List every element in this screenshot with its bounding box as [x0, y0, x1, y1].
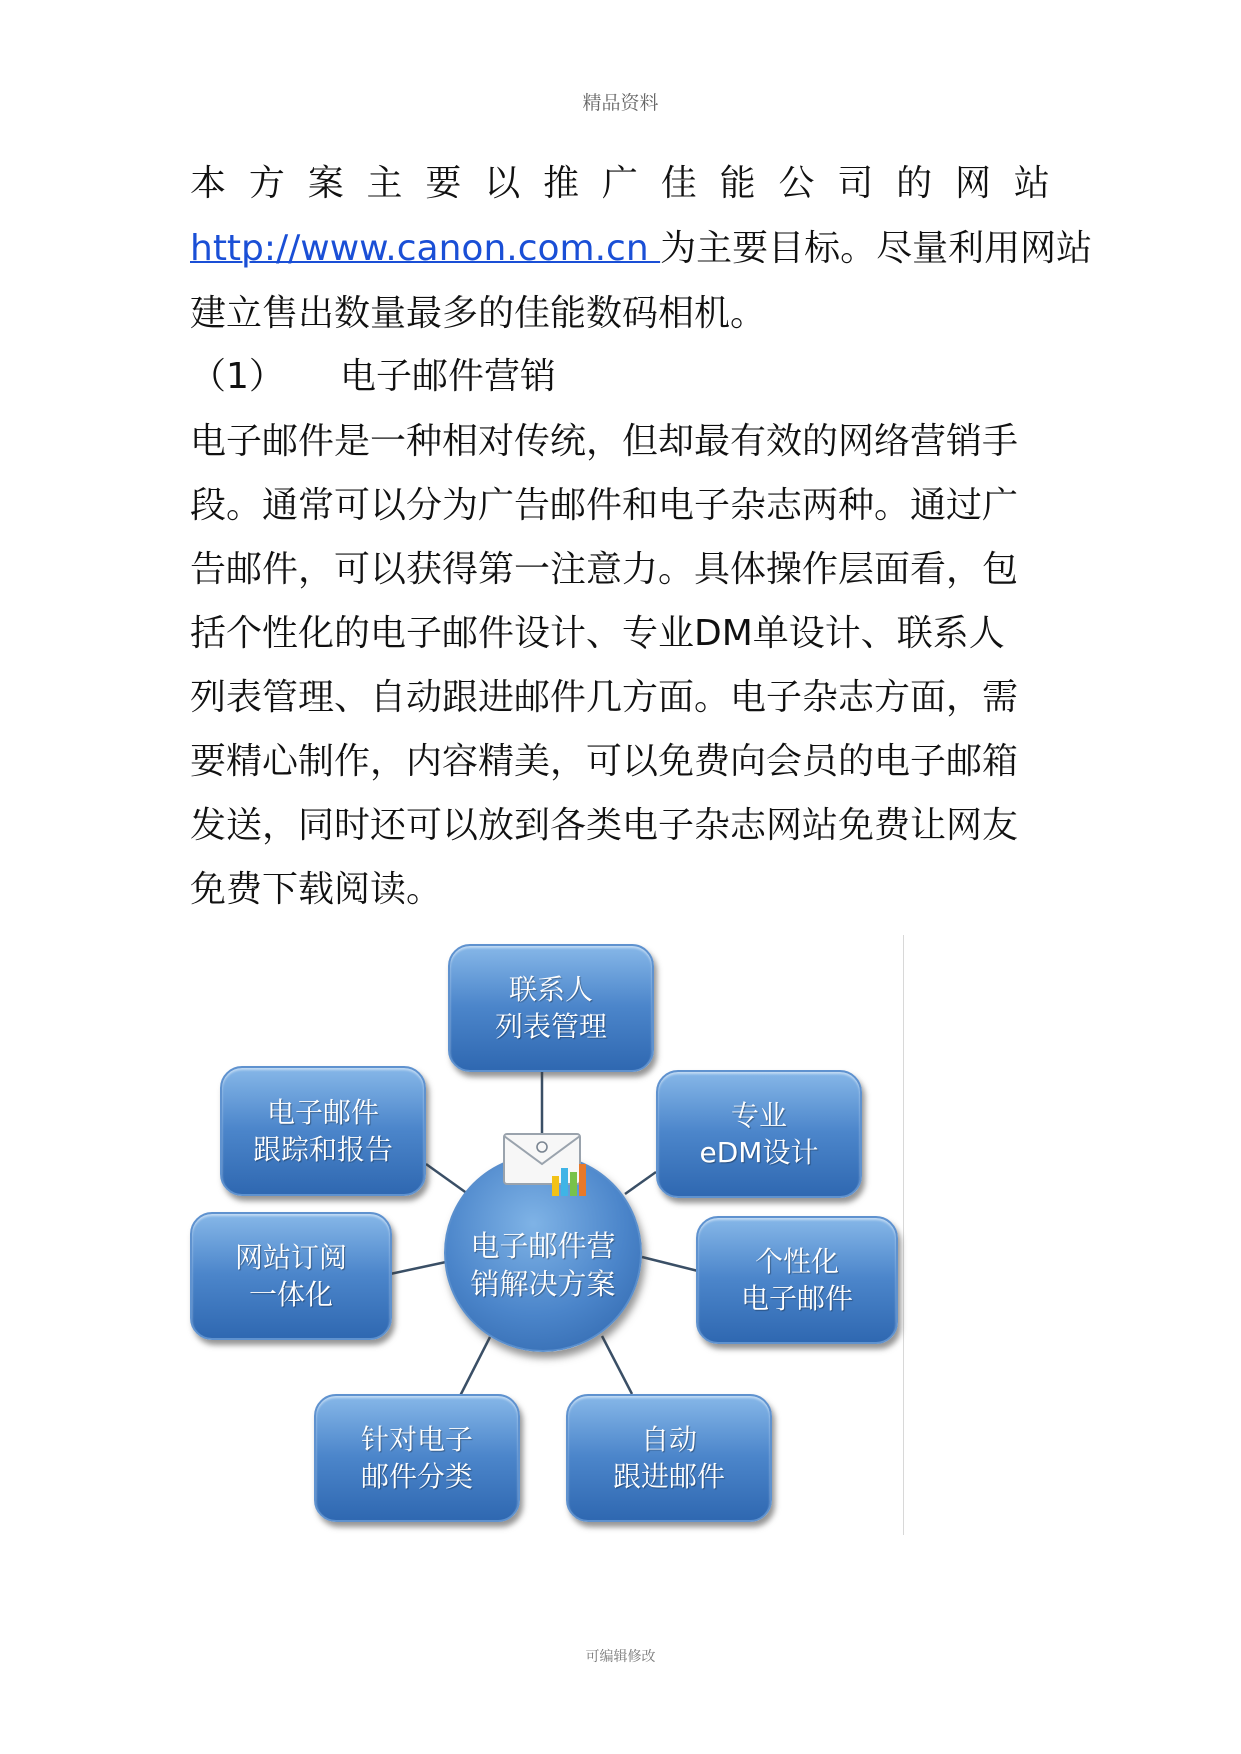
p1-char: 司: [837, 163, 874, 204]
node-email-classification: [314, 1394, 520, 1522]
section-title: 电子邮件营销: [340, 356, 557, 397]
node-label: 电子邮件: [740, 1282, 853, 1315]
p1-char: 网: [954, 163, 991, 204]
connector-auto-followup: [602, 1336, 632, 1394]
connector-classify: [460, 1337, 490, 1396]
section-number: （1）: [190, 356, 285, 397]
paragraph2-line: 发送，同时还可以放到各类电子杂志网站免费让网友: [190, 805, 1019, 846]
connector-tracking: [426, 1164, 468, 1194]
paragraph1-line1: [190, 152, 1050, 216]
node-label: 跟进邮件: [612, 1460, 725, 1493]
paragraph1-line2: [190, 217, 1093, 281]
node-label: 自动: [640, 1423, 697, 1456]
connector-subscribe: [390, 1262, 446, 1274]
paragraph2-line: 列表管理、自动跟进邮件几方面。电子杂志方面，需: [190, 677, 1019, 718]
paragraph2-line: 免费下载阅读。: [190, 869, 443, 910]
p1-char: 佳: [660, 163, 697, 204]
p1-char: 站: [1013, 163, 1050, 204]
p1-char: 案: [307, 163, 344, 204]
node-label: 针对电子: [360, 1423, 473, 1456]
paragraph1-line2-text: 为主要目标。尽量利用网站: [660, 228, 1093, 269]
p1-char: 以: [484, 163, 521, 204]
p1-char: 本: [190, 163, 227, 204]
email-marketing-diagram: [190, 932, 900, 1540]
node-website-subscription: [190, 1212, 392, 1340]
node-personalized-email: [696, 1216, 898, 1344]
p1-char: 主: [366, 163, 403, 204]
p1-char: 公: [778, 163, 815, 204]
paragraph1-line3: 建立售出数量最多的佳能数码相机。: [190, 293, 767, 334]
paragraph2-line: 段。通常可以分为广告邮件和电子杂志两种。通过广: [190, 485, 1019, 526]
p1-char: 能: [719, 163, 756, 204]
hub-label: 销解决方案: [470, 1267, 616, 1301]
hub-label: 电子邮件营: [470, 1229, 616, 1263]
p1-char: 方: [248, 163, 285, 204]
node-label: 专业: [730, 1099, 787, 1132]
email-chart-icon: [502, 1132, 594, 1202]
section-heading: [190, 345, 1050, 409]
node-auto-followup-email: [566, 1394, 772, 1522]
p1-char: 要: [425, 163, 462, 204]
node-label: eDM设计: [699, 1136, 819, 1169]
paragraph2-line: 括个性化的电子邮件设计、专业DM单设计、联系人: [190, 613, 1005, 654]
page-footer-note: 可编辑修改: [585, 1649, 656, 1665]
figure-border-line: [903, 935, 904, 1535]
node-contact-list-management: [448, 944, 654, 1072]
canon-website-link[interactable]: http://www.canon.com.cn: [190, 228, 661, 269]
connector-personalized: [642, 1257, 702, 1272]
node-label: 邮件分类: [360, 1460, 473, 1493]
node-professional-edm-design: [656, 1070, 862, 1198]
node-label: 网站订阅: [234, 1241, 347, 1274]
node-label: 列表管理: [494, 1010, 607, 1043]
p1-char: 广: [601, 163, 638, 204]
node-label: 个性化: [754, 1245, 839, 1278]
paragraph2-line: 要精心制作，内容精美，可以免费向会员的电子邮箱: [190, 741, 1019, 782]
node-label: 一体化: [248, 1278, 333, 1311]
node-email-tracking-report: [220, 1066, 426, 1196]
connector-edm: [625, 1172, 656, 1194]
p1-char: 推: [543, 163, 580, 204]
paragraph2-line: 电子邮件是一种相对传统，但却最有效的网络营销手: [190, 421, 1019, 462]
page-header-note: 精品资料: [582, 92, 659, 114]
paragraph2-line: 告邮件，可以获得第一注意力。具体操作层面看，包: [190, 549, 1019, 590]
node-label: 联系人: [508, 973, 593, 1006]
p1-char: 的: [896, 163, 933, 204]
node-label: 跟踪和报告: [252, 1133, 393, 1166]
node-label: 电子邮件: [266, 1096, 379, 1129]
